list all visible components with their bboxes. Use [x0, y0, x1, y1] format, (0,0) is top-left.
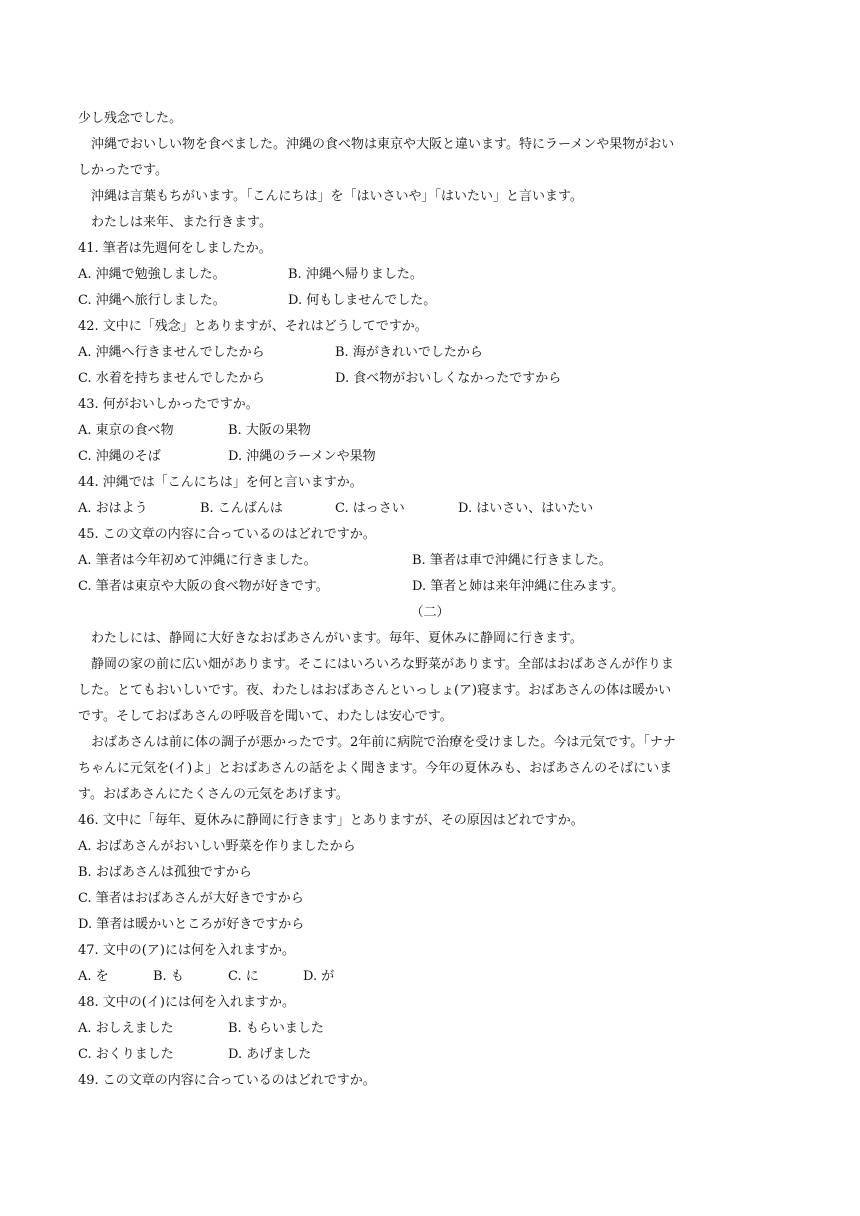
passage2-line: した。とてもおいしいです。夜、わたしはおばあさんといっしょ(ア)寝ます。おばあさんの体は暖かい: [78, 683, 672, 698]
option-44-a: A. おはよう: [78, 501, 148, 516]
option-42-b: B. 海がきれいでしたから: [335, 345, 483, 360]
question-46: 46. 文中に「毎年、夏休みに静岡に行きます」とありますが、その原因はどれですか。: [78, 813, 584, 828]
option-45-a: A. 筆者は今年初めて沖縄に行きました。: [78, 553, 317, 568]
option-47-c: C. に: [228, 969, 259, 984]
option-41-a: A. 沖縄で勉強しました。: [78, 267, 226, 282]
section-heading: （二）: [410, 605, 450, 620]
option-41-b: B. 沖縄へ帰りました。: [288, 267, 423, 282]
passage1-line: 沖縄でおいしい物を食べました。沖縄の食べ物は東京や大阪と違います。特にラーメンや果物がおい: [91, 137, 675, 152]
question-42: 42. 文中に「残念」とありますが、それはどうしてですか。: [78, 319, 428, 334]
passage1-line: 少し残念でした。: [78, 111, 183, 126]
option-44-b: B. こんばんは: [200, 501, 283, 516]
question-44: 44. 沖縄では「こんにちは」を何と言いますか。: [78, 475, 363, 490]
passage2-line: ちゃんに元気を(イ)よ」とおばあさんの話をよく聞きます。今年の夏休みも、おばあさんのそばにいま: [78, 761, 673, 776]
passage2-line: す。おばあさんにたくさんの元気をあげます。: [78, 787, 349, 802]
option-45-d: D. 筆者と姉は来年沖縄に住みます。: [412, 579, 625, 594]
option-47-a: A. を: [78, 969, 109, 984]
passage1-line: しかったです。: [78, 163, 168, 178]
question-49: 49. この文章の内容に合っているのはどれですか。: [78, 1073, 376, 1088]
option-48-d: D. あげました: [228, 1047, 312, 1062]
option-41-c: C. 沖縄へ旅行しました。: [78, 293, 226, 308]
option-48-b: B. もらいました: [228, 1021, 324, 1036]
option-46-c: C. 筆者はおばあさんが大好きですから: [78, 891, 304, 906]
option-42-c: C. 水着を持ちませんでしたから: [78, 371, 265, 386]
option-47-b: B. も: [153, 969, 184, 984]
passage1-line: わたしは来年、また行きます。: [91, 215, 272, 230]
passage1-line: 沖縄は言葉もちがいます。「こんにちは」を「はいさいや」「はいたい」と言います。: [91, 189, 583, 204]
option-45-b: B. 筆者は車で沖縄に行きました。: [412, 553, 612, 568]
option-48-c: C. おくりました: [78, 1047, 174, 1062]
passage2-line: わたしには、静岡に大好きなおばあさんがいます。毎年、夏休みに静岡に行きます。: [91, 631, 583, 646]
question-45: 45. この文章の内容に合っているのはどれですか。: [78, 527, 376, 542]
option-48-a: A. おしえました: [78, 1021, 174, 1036]
option-42-a: A. 沖縄へ行きませんでしたから: [78, 345, 265, 360]
option-46-a: A. おばあさんがおいしい野菜を作りましたから: [78, 839, 356, 854]
question-43: 43. 何がおいしかったですか。: [78, 397, 259, 412]
option-43-d: D. 沖縄のラーメンや果物: [228, 449, 376, 464]
option-43-b: B. 大阪の果物: [228, 423, 311, 438]
passage2-line: おばあさんは前に体の調子が悪かったです。2年前に病院で治療を受けました。今は元気です。「ナナ: [91, 735, 676, 750]
option-41-d: D. 何もしませんでした。: [288, 293, 437, 308]
option-46-d: D. 筆者は暖かいところが好きですから: [78, 917, 305, 932]
passage2-line: 静岡の家の前に広い畑があります。そこにはいろいろな野菜があります。全部はおばあさんが作りま: [91, 657, 674, 672]
option-44-c: C. はっさい: [335, 501, 405, 516]
option-43-c: C. 沖縄のそば: [78, 449, 161, 464]
question-47: 47. 文中の(ア)には何を入れますか。: [78, 943, 295, 958]
option-42-d: D. 食べ物がおいしくなかったですから: [335, 371, 562, 386]
option-46-b: B. おばあさんは孤独ですから: [78, 865, 252, 880]
option-47-d: D. が: [303, 969, 335, 984]
question-48: 48. 文中の(イ)には何を入れますか。: [78, 995, 295, 1010]
question-41: 41. 筆者は先週何をしましたか。: [78, 241, 272, 256]
option-44-d: D. はいさい、はいたい: [458, 501, 594, 516]
option-45-c: C. 筆者は東京や大阪の食べ物が好きです。: [78, 579, 329, 594]
passage2-line: です。そしておばあさんの呼吸音を聞いて、わたしは安心です。: [78, 709, 453, 724]
option-43-a: A. 東京の食べ物: [78, 423, 174, 438]
